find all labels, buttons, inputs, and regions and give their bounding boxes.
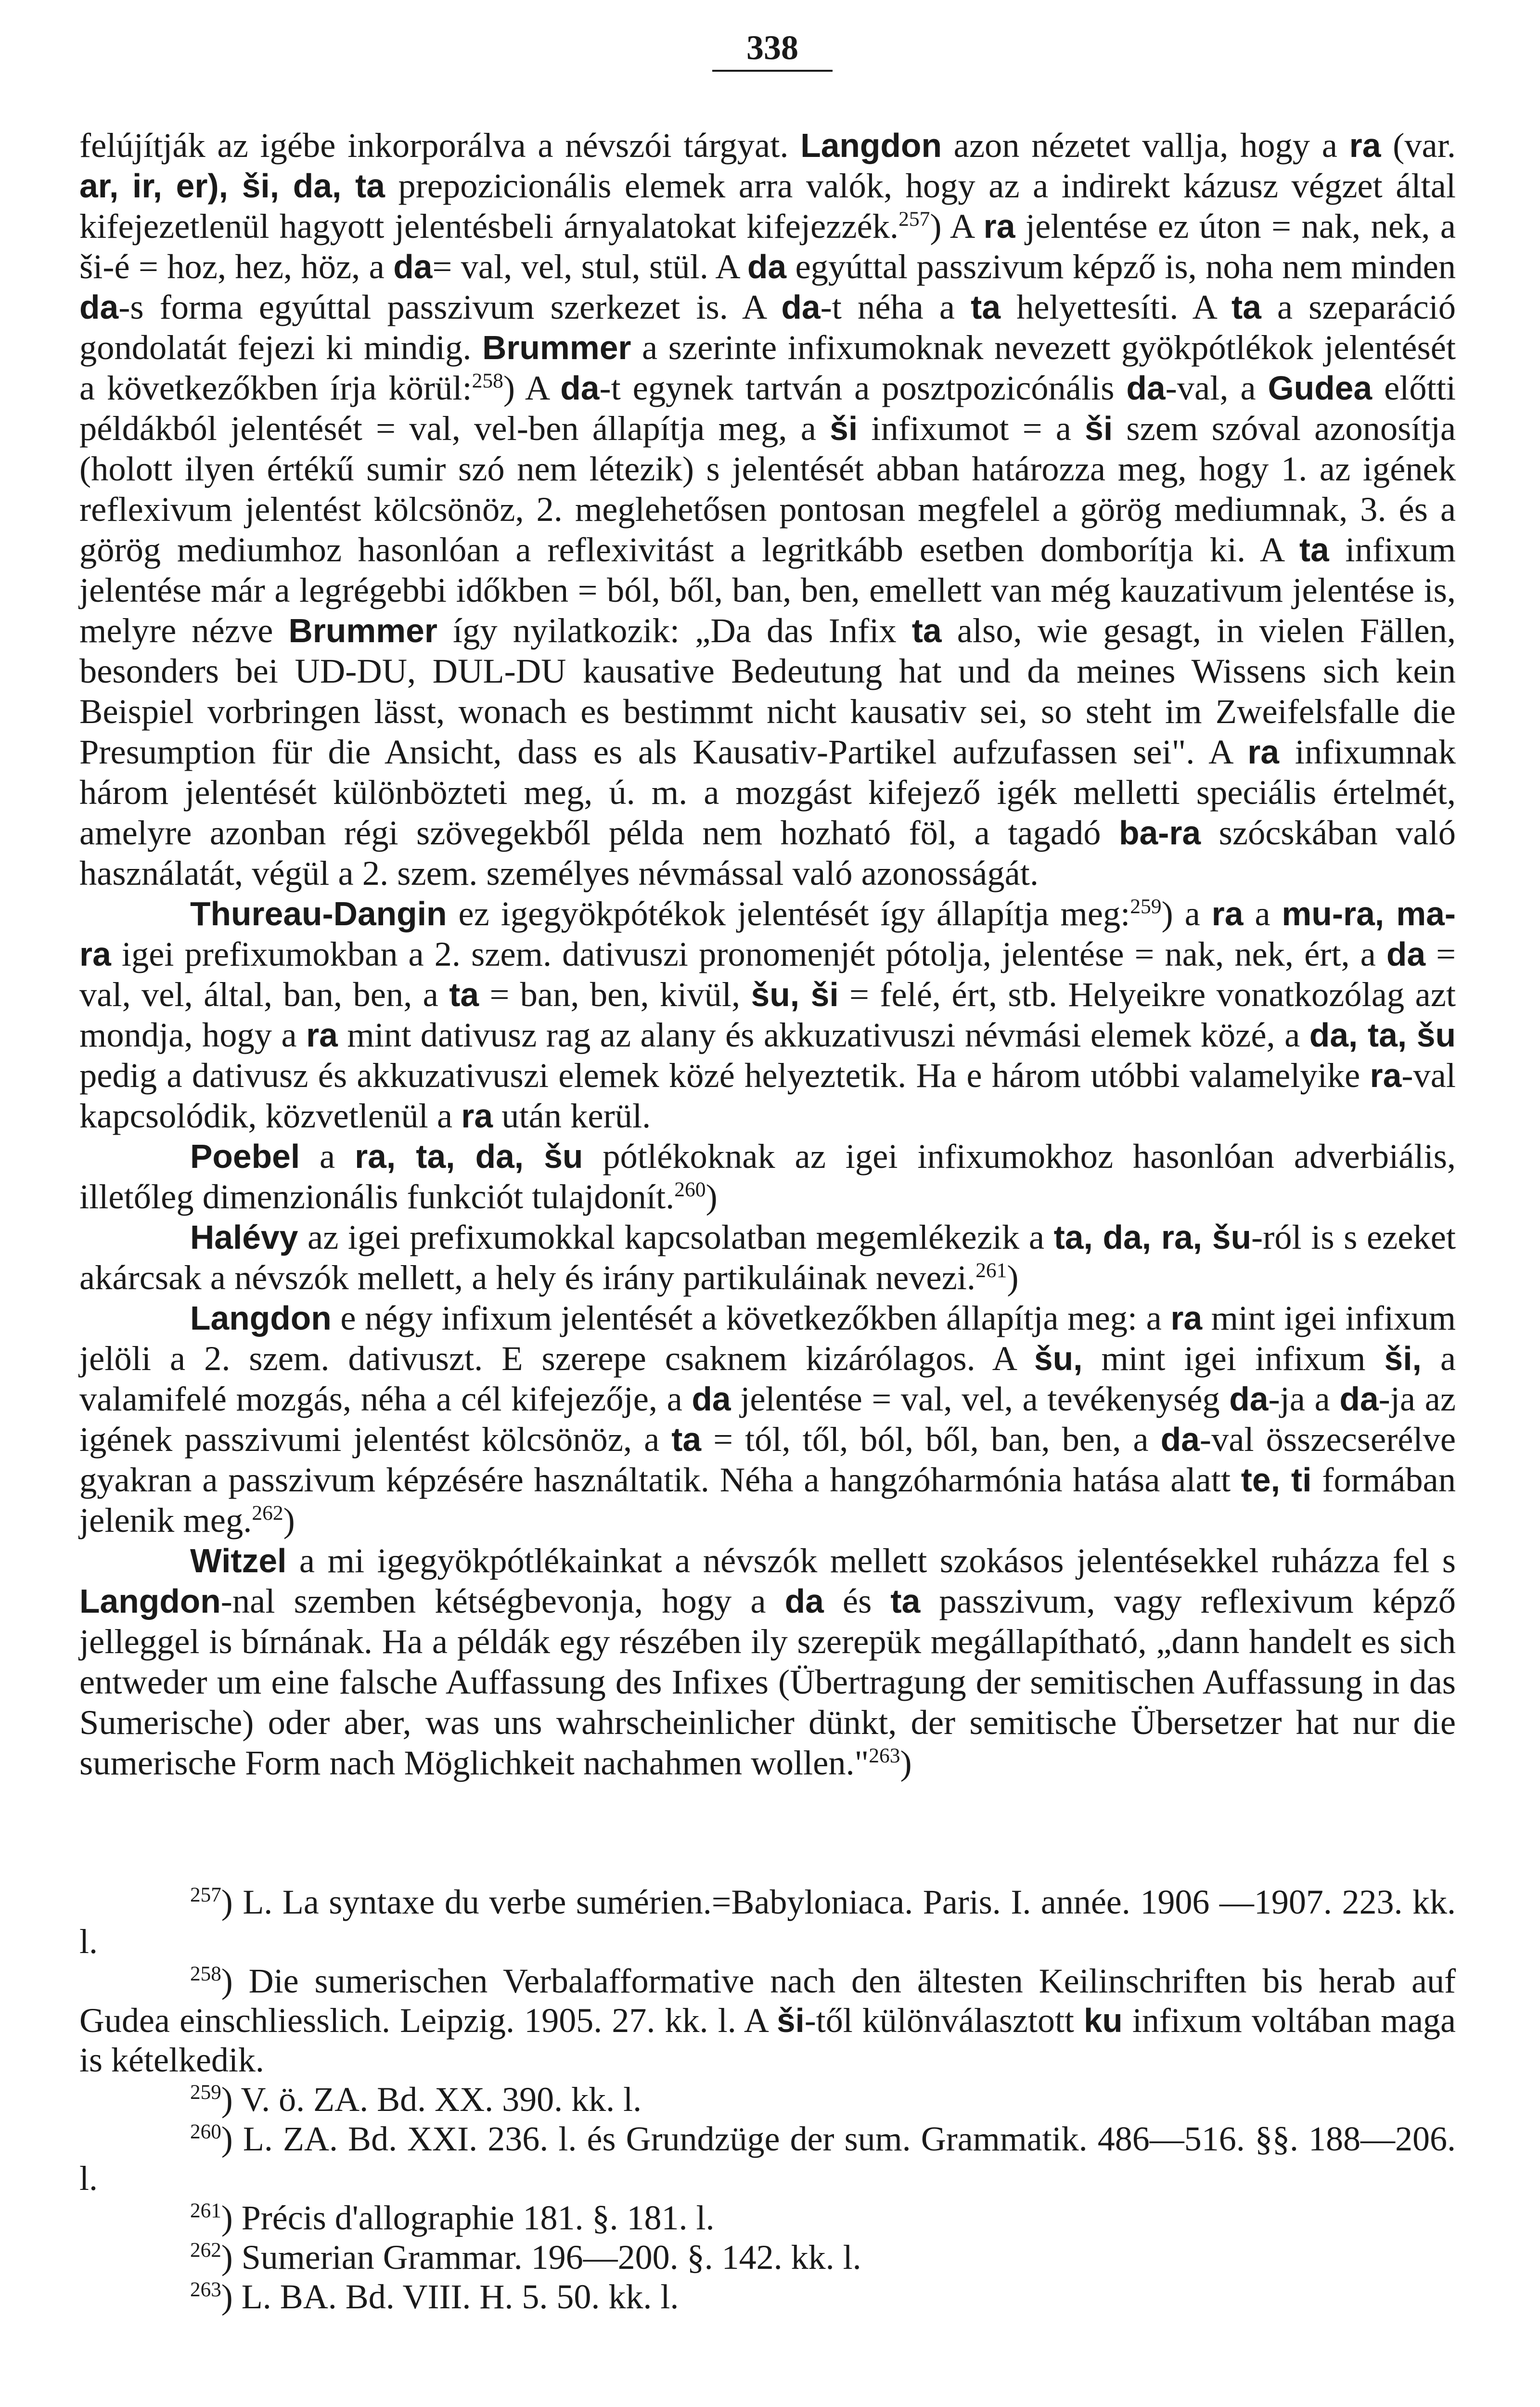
footnote-ref: 261 bbox=[975, 1258, 1007, 1282]
text-run: = val, vel, stul, stül. A bbox=[432, 247, 747, 286]
bold-term: te, ti bbox=[1241, 1461, 1312, 1499]
text-run: szócskában való használatát, végül a 2. szem. személyes névmással való azonosságát. bbox=[79, 813, 1456, 893]
body-text bbox=[79, 125, 1456, 1783]
text-run: felújítják az igébe inkorporálva a névszói tárgyat. bbox=[79, 126, 801, 165]
text-run: ) V. ö. ZA. Bd. XX. 390. kk. l. bbox=[221, 2080, 642, 2119]
bold-term: ta, da, ra, šu bbox=[1053, 1218, 1251, 1256]
text-run: -t egynek tartván a posztpozicónális bbox=[599, 368, 1127, 407]
text-run: után kerül. bbox=[493, 1096, 651, 1135]
footnote-fn259 bbox=[79, 2080, 1456, 2119]
text-run: -val, a bbox=[1165, 368, 1268, 407]
footnote-ref: 257 bbox=[190, 1884, 221, 1906]
text-run: -ja az igének passzivumi jelentést kölcsönöz, a bbox=[79, 1379, 1456, 1459]
text-run: ) A bbox=[503, 368, 561, 407]
text-run: prepozicionális elemek arra valók, hogy az a indirekt kázusz végzet által kifejezetlenül hagyott jelentésbeli árnyalatokat kifejezzék. bbox=[79, 166, 1456, 246]
bold-term: Brummer bbox=[482, 329, 631, 366]
text-run: = val, vel, által, ban, ben, a bbox=[79, 934, 1456, 1014]
text-run: mint dativusz rag az alany és akkuzativuszi névmási elemek közé, a bbox=[337, 1015, 1309, 1054]
footnote-fn261 bbox=[79, 2198, 1456, 2238]
bold-term: da bbox=[1126, 369, 1166, 407]
bold-term: Poebel bbox=[190, 1138, 300, 1175]
text-run: azon nézetet vallja, hogy a bbox=[941, 126, 1349, 165]
text-run: jelentése ez úton = nak, nek, a ši-é = hoz, hez, höz, a bbox=[79, 207, 1456, 286]
text-run: -t néha a bbox=[820, 287, 971, 326]
footnote-fn258 bbox=[79, 1961, 1456, 2080]
bold-term: da bbox=[79, 288, 119, 326]
bold-term: ra bbox=[306, 1016, 338, 1054]
footnote-ref: 263 bbox=[869, 1744, 900, 1767]
text-run: = ban, ben, kivül, bbox=[479, 975, 751, 1014]
text-run: ) Précis d'allographie 181. §. 181. l. bbox=[221, 2199, 715, 2237]
footnotes bbox=[79, 1882, 1456, 2316]
bold-term: da bbox=[1386, 935, 1426, 973]
bold-term: ar, ir, er), ši, da, ta bbox=[79, 167, 385, 205]
text-run: ) L. La syntaxe du verbe sumérien.=Babyloniaca. Paris. I. année. 1906 —1907. 223. kk. l. bbox=[79, 1883, 1456, 1961]
footnote-ref: 257 bbox=[898, 207, 930, 231]
bold-term: ku bbox=[1084, 2002, 1123, 2039]
bold-term: Gudea bbox=[1268, 369, 1373, 407]
footnote-fn263 bbox=[79, 2277, 1456, 2316]
bold-term: Witzel bbox=[190, 1542, 287, 1579]
paragraph-p3 bbox=[79, 1136, 1456, 1217]
text-run: jelentése = val, vel, a tevékenység bbox=[731, 1379, 1230, 1418]
text-run: előtti példákból jelentését = val, vel-ben állapítja meg, a bbox=[79, 368, 1456, 448]
bold-term: ra bbox=[983, 207, 1015, 245]
text-run: also, wie gesagt, in vielen Fällen, besonders bei UD-DU, DUL-DU kausative Bedeutung hat und da meines Wissens sich kein Beispiel vorbringen lässt, wonach es bestimmt nicht kausativ sei, so steht im Zweifelsfalle die Presumption für die Ansicht, dass es als Kausativ-Partikel aufzufassen sei". A bbox=[79, 611, 1456, 771]
text-run: igei prefixumokban a 2. szem. dativuszi pronomenjét pótolja, jelentése = nak, nek, ért, a bbox=[111, 934, 1386, 973]
text-run: a valamifelé mozgás, néha a cél kifejezője, a bbox=[79, 1339, 1456, 1418]
bold-term: ra bbox=[1170, 1299, 1203, 1337]
text-run: mint igei infixum jelöli a 2. szem. dativuszt. E szerepe csaknem kizárólagos. A bbox=[79, 1298, 1456, 1378]
footnote-ref: 260 bbox=[674, 1178, 706, 1201]
bold-term: šu, ši bbox=[751, 976, 839, 1013]
footnote-ref: 260 bbox=[190, 2121, 221, 2143]
bold-term: ši bbox=[1085, 410, 1113, 447]
paragraph-p2 bbox=[79, 893, 1456, 1136]
text-run: = tól, től, ból, ből, ban, ben, a bbox=[701, 1420, 1161, 1459]
footnote-ref: 258 bbox=[190, 1963, 221, 1985]
bold-term: ta bbox=[911, 612, 942, 649]
bold-term: mu-ra, ma-ra bbox=[79, 895, 1456, 973]
bold-term: ta bbox=[671, 1421, 702, 1458]
bold-term: ta bbox=[971, 288, 1001, 326]
text-run: -től különválasztott bbox=[804, 2001, 1084, 2040]
footnote-ref: 262 bbox=[252, 1501, 283, 1525]
text-run: -val kapcsolódik, közvetlenül a bbox=[79, 1056, 1456, 1135]
footnote-fn262 bbox=[79, 2238, 1456, 2277]
text-run: ) Sumerian Grammar. 196—200. §. 142. kk. l. bbox=[221, 2238, 861, 2277]
text-run: infixumnak három jelentését különbözteti meg, ú. m. a mozgást kifejező igék melletti speciális értelmét, amelyre azonban régi szövegekből példa nem hozható föl, a tagadó bbox=[79, 732, 1456, 852]
paragraph-p6 bbox=[79, 1540, 1456, 1783]
text-run: szem szóval azonosítja (holott ilyen értékű sumir szó nem létezik) s jelentését abban határozza meg, hogy 1. az igének reflexivum jelentést kölcsönöz, 2. meglehetősen pontosan megfelel a görög mediumnak, 3. és a görög mediumhoz hasonlóan a reflexivitást a legritkább esetben domborítja ki. A bbox=[79, 409, 1456, 569]
paragraph-p5 bbox=[79, 1298, 1456, 1540]
footnote-ref: 259 bbox=[190, 2081, 221, 2104]
bold-term: da bbox=[692, 1380, 731, 1418]
text-run: infixum voltában maga is kételkedik. bbox=[79, 2001, 1456, 2079]
bold-term: ra bbox=[1211, 895, 1244, 932]
text-run: passzivum, vagy reflexivum képző jelleggel is bírnának. Ha a példák egy részében ily szerepük megállapítható, „dann handelt es sich entweder um eine falsche Auffassung des Infixes (Übertragung der semitischen Auffassung in das Sumerische) oder aber, was uns wahrscheinlicher dünkt, der semitische Übersetzer hat nur die sumerische Form nach Möglichkeit nachahmen wollen." bbox=[79, 1581, 1456, 1782]
bold-term: šu, bbox=[1034, 1340, 1083, 1377]
bold-term: ši bbox=[777, 2002, 805, 2039]
bold-term: ta bbox=[1231, 288, 1261, 326]
text-run: ) L. ZA. Bd. XXI. 236. l. és Grundzüge der sum. Grammatik. 486—516. §§. 188—206. l. bbox=[79, 2120, 1456, 2198]
bold-term: da bbox=[1339, 1380, 1379, 1418]
footnote-ref: 259 bbox=[1130, 894, 1162, 918]
footnote-ref: 262 bbox=[190, 2239, 221, 2262]
text-run: -ról is s ezeket akárcsak a névszók mellett, a hely és irány partikuláinak nevezi. bbox=[79, 1217, 1456, 1297]
text-run: az igei prefixumokkal kapcsolatban megemlékezik a bbox=[298, 1217, 1054, 1256]
paragraph-p1 bbox=[79, 125, 1456, 893]
bold-term: ra bbox=[1349, 127, 1381, 164]
bold-term: ra bbox=[1370, 1057, 1402, 1094]
bold-term: ra bbox=[461, 1097, 493, 1135]
text-run: e négy infixum jelentését a következőkben állapítja meg: a bbox=[331, 1298, 1171, 1337]
bold-term: da bbox=[781, 288, 821, 326]
text-run: -ja a bbox=[1268, 1379, 1340, 1418]
bold-term: ši bbox=[830, 410, 858, 447]
text-run: a bbox=[1243, 894, 1282, 933]
bold-term: ta bbox=[449, 976, 479, 1013]
footnote-ref: 263 bbox=[190, 2278, 221, 2301]
bold-term: da bbox=[1160, 1421, 1200, 1458]
text-run: ) A bbox=[930, 207, 984, 246]
bold-term: ba-ra bbox=[1118, 814, 1201, 852]
bold-term: da bbox=[784, 1582, 824, 1620]
text-run: egyúttal passzivum képző is, noha nem minden bbox=[786, 247, 1456, 286]
bold-term: Thureau-Dangin bbox=[190, 895, 447, 932]
text-run: pedig a dativusz és akkuzativuszi elemek közé helyeztetik. Ha e három utóbbi valamelyike bbox=[79, 1056, 1370, 1095]
text-run: a szeparáció gondolatát fejezi ki mindig. bbox=[79, 287, 1456, 367]
bold-term: ta bbox=[890, 1582, 921, 1620]
text-run: infixum jelentése már a legrégebbi időkben = ból, ből, ban, ben, emellett van még kauzativum jelentése is, melyre nézve bbox=[79, 530, 1456, 650]
bold-term: da bbox=[1229, 1380, 1269, 1418]
text-run: -val összecserélve gyakran a passzivum képzésére használtatik. Néha a hangzóharmónia hatása alatt bbox=[79, 1420, 1456, 1499]
bold-term: Langdon bbox=[800, 127, 942, 164]
text-run: -s forma egyúttal passzivum szerkezet is. A bbox=[118, 287, 782, 326]
bold-term: ra bbox=[1247, 733, 1280, 771]
text-run: mint igei infixum bbox=[1082, 1339, 1385, 1378]
text-run: ) bbox=[900, 1743, 912, 1782]
footnote-fn257 bbox=[79, 1882, 1456, 1961]
bold-term: Langdon bbox=[79, 1582, 221, 1620]
paragraph-p4 bbox=[79, 1217, 1456, 1298]
footnote-ref: 258 bbox=[472, 369, 503, 392]
bold-term: ši, bbox=[1384, 1340, 1422, 1377]
text-run: a bbox=[300, 1137, 355, 1176]
text-run: pótlékoknak az igei infixumokhoz hasonlóan adverbiális, illetőleg dimenzionális funkciót tulajdonít. bbox=[79, 1137, 1456, 1216]
bold-term: ta bbox=[1299, 531, 1329, 569]
text-run: ) bbox=[706, 1177, 718, 1216]
text-run: -nal szemben kétségbevonja, hogy a bbox=[220, 1581, 785, 1620]
text-run: (var. bbox=[1381, 126, 1456, 165]
text-run: ) a bbox=[1161, 894, 1212, 933]
text-run: a mi igegyökpótlékainkat a névszók mellett szokásos jelentésekkel ruházza fel s bbox=[286, 1541, 1456, 1580]
footnote-ref: 261 bbox=[190, 2200, 221, 2222]
text-run: a szerinte infixumoknak nevezett gyökpótlékok jelentését a következőkben írja körül: bbox=[79, 328, 1456, 407]
bold-term: ra, ta, da, šu bbox=[355, 1138, 583, 1175]
text-run: helyettesíti. A bbox=[1001, 287, 1232, 326]
bold-term: da bbox=[393, 248, 433, 285]
text-run: formában jelenik meg. bbox=[79, 1460, 1456, 1540]
footnote-fn260 bbox=[79, 2119, 1456, 2198]
bold-term: da, ta, šu bbox=[1309, 1016, 1456, 1054]
bold-term: da bbox=[747, 248, 787, 285]
text-run: így nyilatkozik: „Da das Infix bbox=[437, 611, 912, 650]
bold-term: Langdon bbox=[190, 1299, 332, 1337]
text-run: ez igegyökpótékok jelentését így állapítja meg: bbox=[447, 894, 1130, 933]
text-run: = felé, ért, stb. Helyeikre vonatkozólag azt mondja, hogy a bbox=[79, 975, 1456, 1054]
text-run: ) Die sumerischen Verbalafformative nach den ältesten Keilinschriften bis herab auf Gudea einschliesslich. Leipzig. 1905. 27. kk. l. A bbox=[79, 1962, 1456, 2040]
text-run: ) bbox=[1007, 1258, 1019, 1297]
text-run: ) bbox=[283, 1501, 295, 1540]
page-number: 338 bbox=[712, 29, 833, 72]
text-run: infixumot = a bbox=[858, 409, 1085, 448]
text-run: és bbox=[823, 1581, 891, 1620]
bold-term: da bbox=[560, 369, 600, 407]
text-run: ) L. BA. Bd. VIII. H. 5. 50. kk. l. bbox=[221, 2278, 679, 2316]
bold-term: Halévy bbox=[190, 1218, 298, 1256]
bold-term: Brummer bbox=[288, 612, 437, 649]
